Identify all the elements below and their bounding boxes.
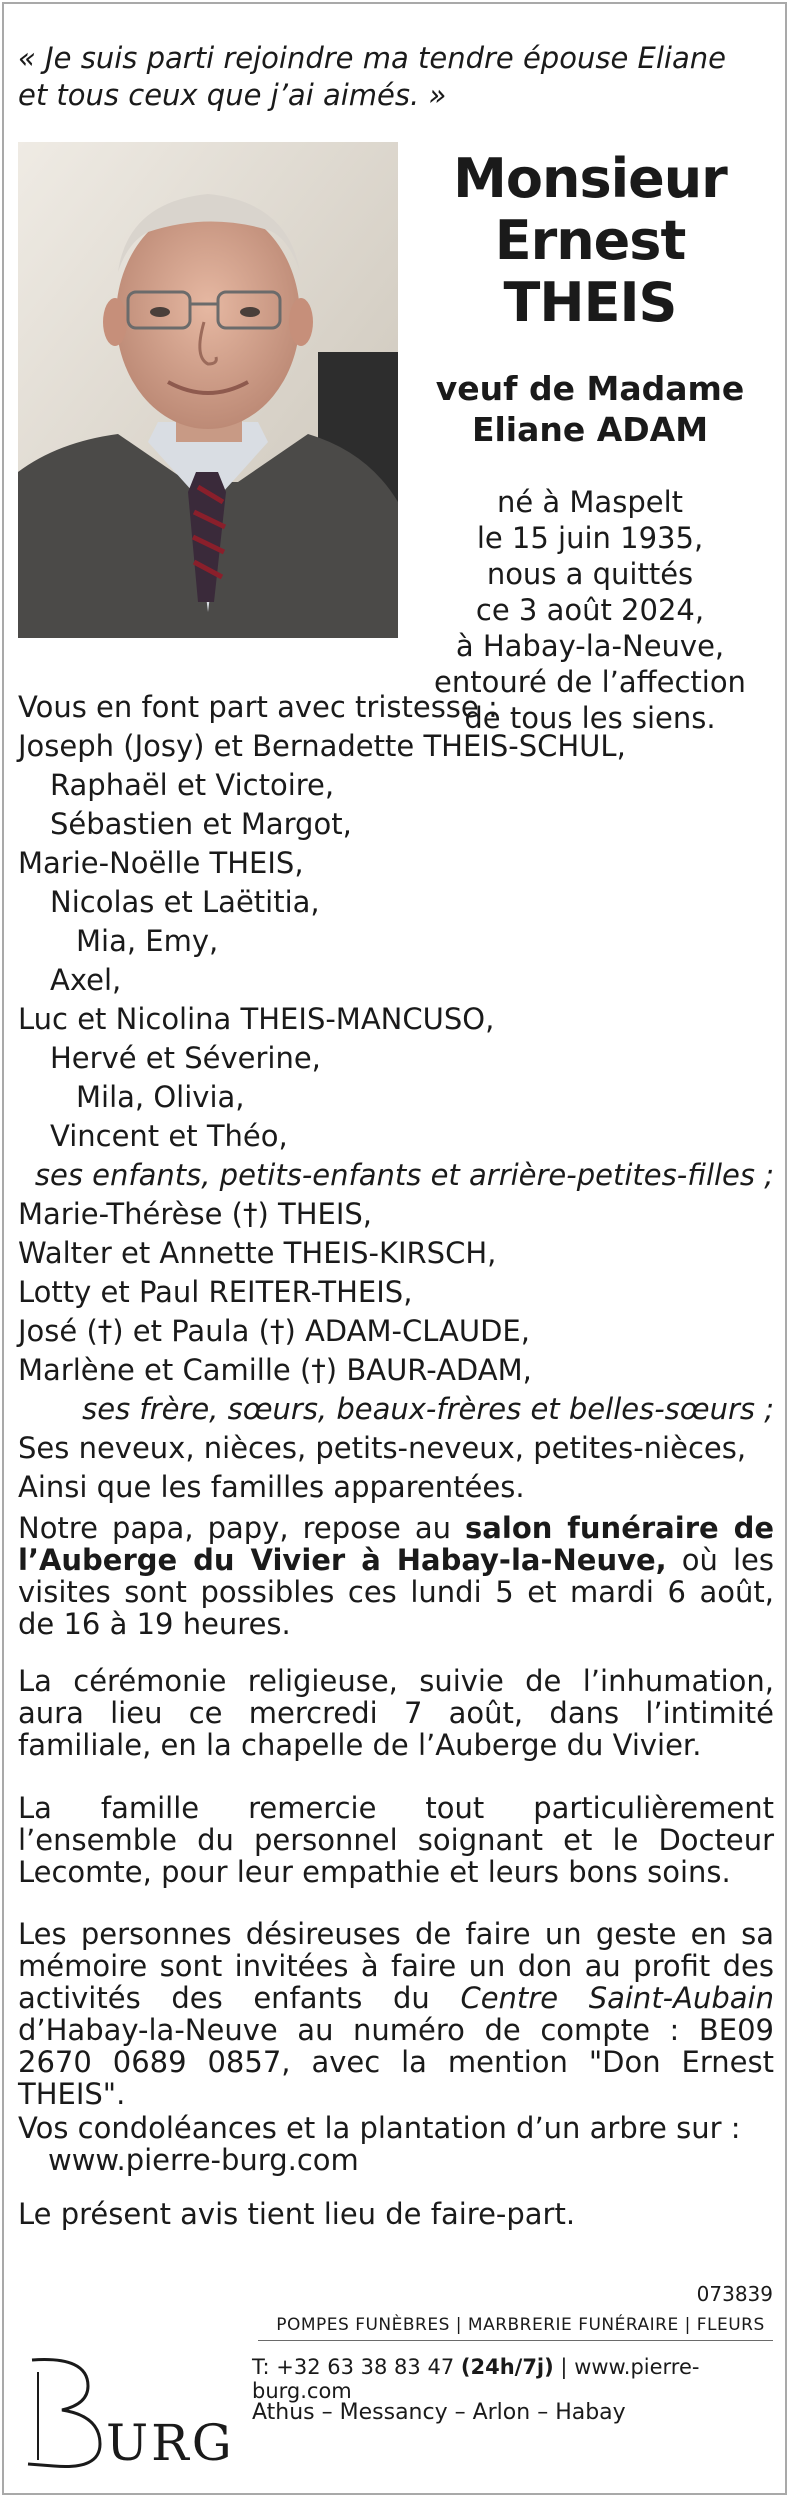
portrait-photo [18, 142, 398, 638]
family-caption: ses frère, sœurs, beaux-frères et belles-sœurs ; [82, 1392, 774, 1426]
family-line: Axel, [50, 963, 122, 997]
name-line-1: Monsieur [453, 147, 727, 210]
visitation-hours: où les visites sont possibles ces lundi 5 et mardi 6 août, de 16 à 19 heures. [18, 1543, 774, 1641]
family-list [18, 688, 778, 1507]
donation-beneficiary: Centre Saint-Aubain [460, 1981, 774, 2015]
closing-line: Le présent avis tient lieu de faire-part. [18, 2197, 576, 2231]
family-line: Nicolas et Laëtitia, [50, 885, 320, 919]
portrait-illustration [18, 142, 398, 638]
footer-phone[interactable]: T: +32 63 38 83 47 [252, 2355, 455, 2379]
family-line: Vincent et Théo, [50, 1119, 288, 1153]
condolences-text: Vos condoléances et la plantation d’un arbre sur : [18, 2111, 741, 2145]
footer-services: POMPES FUNÈBRES | MARBRERIE FUNÉRAIRE | FLEURS [276, 2315, 765, 2335]
family-line: Vous en font part avec tristesse : [18, 690, 498, 724]
family-line: Joseph (Josy) et Bernadette THEIS-SCHUL, [18, 729, 626, 763]
condolences-link[interactable]: www.pierre-burg.com [48, 2143, 359, 2177]
svg-text:URG: URG [106, 2414, 233, 2472]
visitation-location: salon funéraire de l’Auberge du Vivier à Habay-la-Neuve, [18, 1511, 774, 1577]
family-line: Mia, Emy, [76, 924, 219, 958]
ceremony-paragraph: La cérémonie religieuse, suivie de l’inhumation, aura lieu ce mercredi 7 août, dans l’intimité familiale, en la chapelle de l’Auberge du Vivier. [18, 1664, 774, 1762]
donation-paragraph [18, 1918, 774, 2110]
footer-divider [258, 2340, 773, 2341]
burg-logo-mark [18, 2352, 233, 2472]
deceased-title [415, 148, 765, 334]
family-line: Ses neveux, nièces, petits-neveux, petites-nièces, [18, 1431, 747, 1465]
thanks-paragraph: La famille remercie tout particulièrement l’ensemble du personnel soignant et le Docteur Lecomte, pour leur empathie et leurs bons soins. [18, 1791, 774, 1889]
family-line: José (†) et Paula (†) ADAM-CLAUDE, [18, 1314, 530, 1348]
widow-of [415, 368, 765, 450]
family-line: Marie-Thérèse (†) THEIS, [18, 1197, 373, 1231]
condolences-paragraph [18, 2112, 774, 2176]
visitation-paragraph [18, 1512, 774, 1640]
visitation-text: Notre papa, papy, repose au [18, 1511, 466, 1545]
family-line: Ainsi que les familles apparentées. [18, 1470, 525, 1504]
widow-line-1: veuf de Madame [435, 369, 745, 408]
family-line: Mila, Olivia, [76, 1080, 245, 1114]
epitaph-quote: « Je suis parti rejoindre ma tendre épouse Eliane et tous ceux que j’ai aimés. » [18, 41, 726, 112]
donation-text: Les personnes désireuses de faire un geste en sa mémoire sont invitées à faire un don au profit des activités des enfants du [18, 1917, 774, 2015]
footer-website[interactable]: www.pierre-burg.com [252, 2355, 700, 2403]
widow-line-2: Eliane ADAM [471, 410, 709, 449]
bio-line: à Habay-la-Neuve, [455, 629, 725, 663]
bio-line: né à Maspelt [496, 485, 683, 519]
donation-account: d’Habay-la-Neuve au numéro de compte : BE09 2670 0689 0857, avec la mention "Don Ernest THEIS". [18, 2013, 774, 2111]
bio-line: de tous les siens. [464, 701, 716, 735]
burg-logo [18, 2352, 233, 2472]
family-line: Sébastien et Margot, [50, 807, 352, 841]
name-line-2: Ernest THEIS [494, 209, 686, 334]
bio-line: nous a quittés [486, 557, 694, 591]
footer-locations: Athus – Messancy – Arlon – Habay [252, 2400, 626, 2425]
deceased-header [415, 148, 765, 736]
reference-number: 073839 [696, 2282, 773, 2306]
footer-separator: | [560, 2355, 575, 2379]
bio-line: entouré de l’affection [434, 665, 746, 699]
family-line: Raphaël et Victoire, [50, 768, 335, 802]
family-line: Walter et Annette THEIS-KIRSCH, [18, 1236, 497, 1270]
family-line: Hervé et Séverine, [50, 1041, 321, 1075]
family-line: Marie-Noëlle THEIS, [18, 846, 304, 880]
bio-line: le 15 juin 1935, [476, 521, 704, 555]
bio-line: ce 3 août 2024, [475, 593, 705, 627]
family-line: Marlène et Camille (†) BAUR-ADAM, [18, 1353, 532, 1387]
family-line: Lotty et Paul REITER-THEIS, [18, 1275, 413, 1309]
footer-hours: (24h/7j) [460, 2355, 554, 2379]
family-line: Luc et Nicolina THEIS-MANCUSO, [18, 1002, 495, 1036]
family-caption: ses enfants, petits-enfants et arrière-petites-filles ; [34, 1158, 774, 1192]
footer-contact [252, 2355, 791, 2403]
